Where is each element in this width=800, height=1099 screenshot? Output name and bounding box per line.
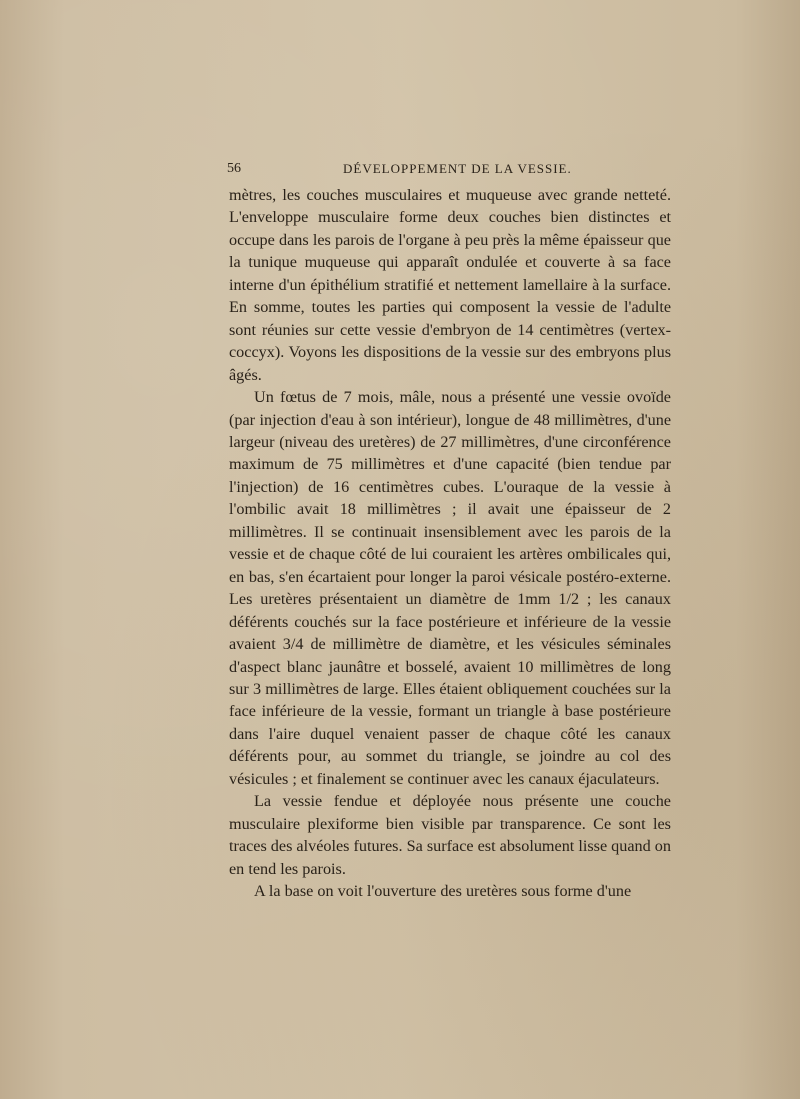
body-text bbox=[229, 184, 671, 903]
page-number: 56 bbox=[227, 161, 241, 176]
paragraph-3: La vessie fendue et déployée nous présente une couche musculaire plexiforme bien visible par transparence. Ce sont les traces des alvéoles futures. Sa surface est absolument lisse quand on en tend les parois. bbox=[229, 792, 671, 878]
page-header bbox=[227, 161, 667, 183]
paragraph-2: Un fœtus de 7 mois, mâle, nous a présenté une vessie ovoïde (par injection d'eau à son intérieur), longue de 48 millimètres, d'une largeur (niveau des uretères) de 27 millimètres, d'une circonférence maximum de 75 millimètres et d'une capacité (bien tendue par l'injection) de 16 centimètres cubes. L'ouraque de la vessie à l'ombilic avait 18 millimètres ; il avait une épaisseur de 2 millimètres. Il se continuait insensiblement avec les parois de la vessie et de chaque côté de lui couraient les artères ombilicales qui, en bas, s'en écartaient pour longer la paroi vésicale postéro-externe. Les uretères présentaient un diamètre de 1mm 1/2 ; les canaux déférents couchés sur la face postérieure et inférieure de la vessie avaient 3/4 de millimètre de diamètre, et les vésicules séminales d'aspect blanc jaunâtre et bosselé, avaient 10 millimètres de long sur 3 millimètres de large. Elles étaient obliquement couchées sur la face inférieure de la vessie, formant un triangle à base postérieure dans l'aire duquel venaient passer de chaque côté les canaux déférents pour, au sommet du triangle, se joindre au col des vésicules ; et finalement se continuer avec les canaux éjaculateurs. bbox=[229, 388, 671, 788]
running-title: DÉVELOPPEMENT DE LA VESSIE. bbox=[343, 161, 572, 176]
paragraph-4: A la base on voit l'ouverture des uretères sous forme d'une bbox=[254, 882, 632, 901]
paragraph-1: mètres, les couches musculaires et muqueuse avec grande netteté. L'enveloppe musculaire forme deux couches bien distinctes et occupe dans les parois de l'organe à peu près la même épaisseur que la tunique muqueuse qui apparaît ondulée et couverte à sa face interne d'un épithélium stratifié et nettement lamellaire à la surface. En somme, toutes les parties qui composent la vessie de l'adulte sont réunies sur cette vessie d'embryon de 14 centimètres (vertex-coccyx). Voyons les dispositions de la vessie sur des embryons plus âgés. bbox=[229, 186, 671, 384]
